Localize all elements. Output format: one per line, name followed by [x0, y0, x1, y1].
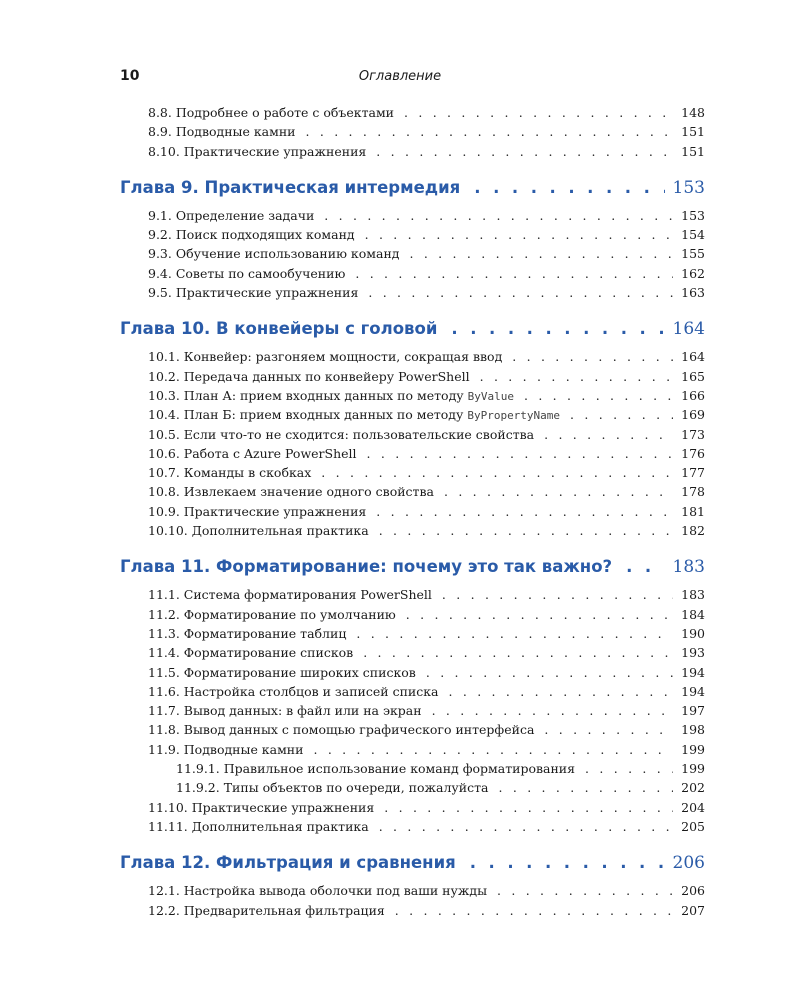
toc-section-entry[interactable]	[120, 484, 705, 503]
toc-entry-title-text: 11.7. Вывод данных: в файл или на экран	[148, 703, 422, 719]
toc-entry-title	[148, 819, 369, 834]
chapter-page: 206	[672, 853, 705, 874]
toc-entry-code: ByPropertyName	[467, 409, 561, 423]
toc-entry-title-text: 10.8. Извлекаем значение одного свойства	[148, 484, 434, 500]
dot-leader	[376, 144, 673, 159]
toc-section-entry[interactable]	[120, 144, 705, 163]
toc-entry-title	[176, 761, 575, 776]
toc-entry-title-text: 12.2. Предварительная фильтрация	[148, 902, 385, 918]
toc-section-entry[interactable]	[120, 266, 705, 285]
toc-entry-title-text: 9.3. Обучение использованию команд	[148, 246, 400, 262]
running-head: Оглавление	[358, 69, 442, 84]
toc-entry-page: 199	[681, 761, 705, 777]
toc-entry-title	[148, 684, 439, 699]
toc-entry-page: 177	[681, 465, 705, 481]
dot-leader	[442, 587, 673, 602]
dot-leader	[449, 684, 674, 699]
toc-entry-title	[148, 800, 374, 815]
toc-entry-page: 199	[681, 741, 705, 757]
toc-entry-title-text: 8.10. Практические упражнения	[148, 143, 367, 159]
toc-entry-title-text: 11.10. Практические упражнения	[148, 799, 375, 815]
toc-section-entry[interactable]	[120, 800, 705, 819]
dot-leader	[365, 227, 673, 242]
toc-entry-title-text: 10.10. Дополнительная практика	[148, 523, 369, 539]
toc-entry-code: ByValue	[467, 389, 514, 403]
dot-leader	[585, 761, 673, 776]
dot-leader	[512, 349, 673, 364]
toc-entry-title-text: 10.3. План А: прием входных данных по методу	[148, 387, 468, 403]
toc-entry-title	[148, 903, 385, 918]
toc-entry-title-text: 10.2. Передача данных по конвейеру PowerShell	[148, 368, 470, 384]
toc-entry-page: 194	[681, 664, 705, 680]
dot-leader	[432, 703, 673, 718]
chapter-title: Глава 10. В конвейеры с головой	[120, 319, 438, 339]
dot-leader	[570, 407, 673, 422]
dot-leader	[474, 178, 664, 197]
dot-leader	[544, 427, 673, 442]
chapter-title: Глава 11. Форматирование: почему это так важно?	[120, 557, 613, 577]
toc-entry-page: 202	[681, 780, 705, 796]
toc-entry-page: 166	[681, 387, 705, 403]
toc-chapter-heading[interactable]	[120, 319, 705, 343]
toc-section-entry[interactable]	[120, 903, 705, 922]
dot-leader	[384, 800, 673, 815]
toc-entry-page: 162	[681, 265, 705, 281]
toc-section-entry[interactable]	[120, 684, 705, 703]
toc-entry-title	[148, 105, 394, 120]
toc-entry-page: 165	[681, 368, 705, 384]
toc-entry-title-text: 11.9. Подводные камни	[148, 741, 304, 757]
toc-entry-page: 205	[681, 818, 705, 834]
toc-section-entry[interactable]	[120, 626, 705, 645]
toc-entry-page: 194	[681, 683, 705, 699]
toc-entry-page: 181	[681, 503, 705, 519]
toc-entry-title	[148, 388, 514, 403]
toc-entry-title-text: 11.1. Система форматирования PowerShell	[148, 587, 432, 603]
toc-entry-title-text: 11.9.1. Правильное использование команд форматирования	[176, 761, 576, 777]
dot-leader	[324, 208, 673, 223]
toc-entry-title-text: 11.11. Дополнительная практика	[148, 818, 369, 834]
toc-entry-page: 148	[681, 105, 705, 120]
table-of-contents	[120, 105, 705, 922]
toc-entry-title-text: 11.2. Форматирование по умолчанию	[148, 606, 396, 622]
toc-section-entry[interactable]	[120, 645, 705, 664]
toc-entry-title	[148, 246, 399, 261]
toc-entry-title-text: 11.5. Форматирование широких списков	[148, 664, 416, 680]
chapter-page: 153	[672, 177, 705, 198]
dot-leader	[426, 665, 673, 680]
dot-leader	[367, 446, 673, 461]
toc-entry-title-text: 12.1. Настройка вывода оболочки под ваши нужды	[148, 883, 488, 899]
toc-entry-page: 151	[681, 124, 705, 140]
toc-section-entry[interactable]	[120, 246, 705, 265]
chapter-page: 164	[672, 319, 705, 340]
toc-subsection-entry[interactable]	[120, 780, 705, 799]
page-number: 10	[120, 68, 140, 84]
dot-leader	[379, 819, 673, 834]
toc-section-entry[interactable]	[120, 124, 705, 143]
dot-leader	[499, 780, 674, 795]
toc-entry-title	[148, 665, 416, 680]
toc-chapter-heading[interactable]	[120, 853, 705, 877]
toc-entry-title	[148, 883, 487, 898]
toc-section-entry[interactable]	[120, 587, 705, 606]
toc-entry-page: 183	[681, 587, 705, 603]
toc-entry-title	[148, 349, 502, 364]
toc-entry-page: 154	[681, 227, 705, 243]
toc-section-entry[interactable]	[120, 369, 705, 388]
dot-leader	[626, 557, 664, 576]
toc-entry-page: 169	[681, 407, 705, 423]
toc-entry-title	[148, 742, 303, 757]
toc-entry-title-text: 9.4. Советы по самообучению	[148, 265, 346, 281]
dot-leader	[444, 484, 673, 499]
toc-entry-page: 178	[681, 484, 705, 500]
toc-entry-title	[148, 626, 346, 641]
toc-entry-title-text: 10.6. Работа с Azure PowerShell	[148, 445, 357, 461]
toc-entry-title	[148, 208, 314, 223]
toc-entry-title	[148, 465, 311, 480]
dot-leader	[544, 722, 673, 737]
chapter-title: Глава 9. Практическая интермедия	[120, 177, 461, 197]
toc-entry-title	[148, 523, 369, 538]
toc-section-entry[interactable]	[120, 105, 705, 124]
toc-entry-page: 151	[681, 143, 705, 159]
toc-entry-title-text: 9.2. Поиск подходящих команд	[148, 227, 355, 243]
toc-entry-page: 184	[681, 606, 705, 622]
toc-entry-title	[148, 285, 358, 300]
toc-entry-title	[148, 266, 345, 281]
dot-leader	[524, 388, 673, 403]
dot-leader	[395, 903, 673, 918]
toc-entry-title-text: 8.9. Подводные камни	[148, 124, 296, 140]
toc-entry-title-text: 11.8. Вывод данных с помощью графического интерфейса	[148, 722, 535, 738]
toc-entry-title-text: 11.9.2. Типы объектов по очереди, пожалуйста	[176, 780, 489, 796]
toc-section-entry[interactable]	[120, 208, 705, 227]
toc-entry-title	[148, 722, 534, 737]
toc-subsection-entry[interactable]	[120, 761, 705, 780]
toc-entry-title-text: 9.1. Определение задачи	[148, 207, 315, 223]
toc-entry-page: 164	[681, 349, 705, 365]
toc-section-entry[interactable]	[120, 703, 705, 722]
toc-section-entry[interactable]	[120, 665, 705, 684]
toc-section-entry[interactable]	[120, 819, 705, 838]
toc-section-entry[interactable]	[120, 285, 705, 304]
toc-entry-page: 173	[681, 426, 705, 442]
dot-leader	[321, 465, 673, 480]
dot-leader	[379, 523, 673, 538]
dot-leader	[497, 883, 673, 898]
dot-leader	[368, 285, 673, 300]
toc-chapter-heading[interactable]	[120, 557, 705, 581]
toc-entry-page: 197	[681, 703, 705, 719]
toc-entry-title-text: 10.9. Практические упражнения	[148, 503, 367, 519]
toc-entry-page: 155	[681, 246, 705, 262]
toc-entry-title	[148, 427, 534, 442]
toc-section-entry[interactable]	[120, 523, 705, 542]
toc-entry-title-text: 8.8. Подробнее о работе с объектами	[148, 105, 395, 120]
dot-leader	[480, 369, 673, 384]
toc-chapter-heading[interactable]	[120, 178, 705, 202]
chapter-title: Глава 12. Фильтрация и сравнения	[120, 853, 456, 873]
toc-section-entry[interactable]	[120, 407, 705, 426]
toc-entry-title	[148, 645, 353, 660]
toc-entry-page: 193	[681, 645, 705, 661]
toc-entry-page: 206	[681, 883, 705, 899]
toc-section-entry[interactable]	[120, 388, 705, 407]
toc-entry-title-text: 11.3. Форматирование таблиц	[148, 625, 347, 641]
toc-entry-title-text: 10.1. Конвейер: разгоняем мощности, сокращая ввод	[148, 349, 503, 365]
dot-leader	[313, 742, 673, 757]
toc-entry-title-text: 10.5. Если что-то не сходится: пользовательские свойства	[148, 426, 535, 442]
toc-section-entry[interactable]	[120, 446, 705, 465]
toc-entry-title	[148, 587, 432, 602]
toc-section-entry[interactable]	[120, 427, 705, 446]
toc-entry-title-text: 9.5. Практические упражнения	[148, 285, 359, 301]
toc-entry-title	[148, 369, 470, 384]
toc-entry-page: 207	[681, 902, 705, 918]
toc-section-entry[interactable]	[120, 607, 705, 626]
dot-leader	[363, 645, 673, 660]
toc-entry-title	[148, 504, 366, 519]
dot-leader	[451, 319, 664, 338]
toc-entry-page: 198	[681, 722, 705, 738]
toc-entry-title	[148, 607, 396, 622]
toc-entry-title	[176, 780, 489, 795]
toc-entry-page: 204	[681, 799, 705, 815]
toc-entry-page: 153	[681, 207, 705, 223]
toc-entry-title	[148, 144, 366, 159]
toc-entry-title	[148, 227, 355, 242]
toc-entry-title	[148, 703, 422, 718]
toc-section-entry[interactable]	[120, 227, 705, 246]
toc-section-entry[interactable]	[120, 465, 705, 484]
toc-entry-title-text: 11.6. Настройка столбцов и записей списка	[148, 683, 439, 699]
toc-entry-title-text: 10.4. План Б: прием входных данных по методу	[148, 407, 468, 423]
chapter-page: 183	[672, 557, 705, 578]
dot-leader	[406, 607, 673, 622]
toc-entry-title	[148, 407, 560, 422]
toc-entry-page: 163	[681, 285, 705, 301]
toc-section-entry[interactable]	[120, 504, 705, 523]
toc-entry-title	[148, 484, 434, 499]
toc-entry-page: 176	[681, 445, 705, 461]
dot-leader	[356, 626, 673, 641]
dot-leader	[355, 266, 673, 281]
dot-leader	[409, 246, 673, 261]
toc-section-entry[interactable]	[120, 722, 705, 741]
toc-entry-title	[148, 124, 296, 139]
dot-leader	[470, 853, 665, 872]
toc-entry-title	[148, 446, 357, 461]
toc-entry-page: 190	[681, 625, 705, 641]
toc-entry-page: 182	[681, 523, 705, 539]
toc-entry-title-text: 11.4. Форматирование списков	[148, 645, 354, 661]
dot-leader	[404, 105, 673, 120]
toc-entry-title-text: 10.7. Команды в скобках	[148, 465, 312, 481]
dot-leader	[376, 504, 673, 519]
toc-section-entry[interactable]	[120, 742, 705, 761]
dot-leader	[306, 124, 673, 139]
toc-section-entry[interactable]	[120, 349, 705, 368]
toc-section-entry[interactable]	[120, 883, 705, 902]
